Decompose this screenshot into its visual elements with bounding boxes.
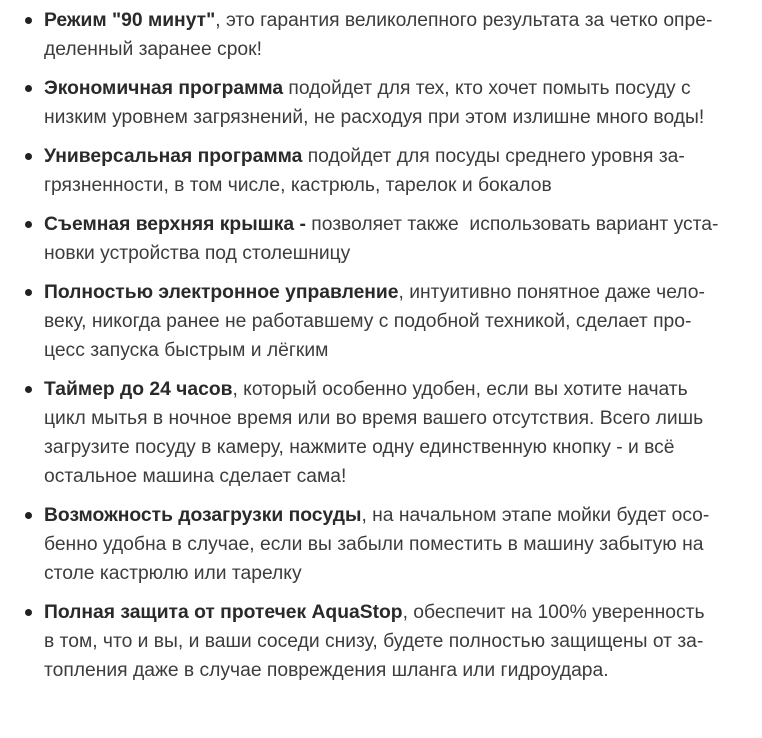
feature-text: топления даже в случае повреждения шланга или гидроудара. [44,660,609,681]
feature-item-electronic-control [44,278,744,365]
feature-title: Универсальная программа [44,146,303,167]
feature-text: новки устройства под столешницу [44,243,351,264]
bullet-icon [25,17,32,24]
feature-title: Съемная верхняя крышка - [44,214,306,235]
feature-text: остальное машина сделает сама! [44,466,347,487]
feature-text: , это гарантия великолепного результата за четко опре- [215,10,713,31]
bullet-icon [25,609,32,616]
feature-text: цесс запуска быстрым и лёгким [44,340,329,361]
feature-title: Возможность дозагрузки посуды [44,505,362,526]
feature-text: подойдет для тех, кто хочет помыть посуду с [283,78,691,99]
feature-item-90-min [44,6,744,64]
feature-text: в том, что и вы, и ваши соседи снизу, будете полностью защищены от за- [44,631,704,652]
feature-text: загрузите посуду в камеру, нажмите одну единственную кнопку - и всё [44,437,675,458]
feature-text: бенно удобна в случае, если вы забыли поместить в машину забытую на [44,534,704,555]
feature-text: подойдет для посуды среднего уровня за- [302,146,685,167]
feature-title: Полностью электронное управление [44,282,399,303]
bullet-icon [25,512,32,519]
bullet-icon [25,289,32,296]
bullet-icon [25,153,32,160]
feature-item-lid [44,210,744,268]
feature-text: , который особенно удобен, если вы хотите начать [232,379,688,400]
feature-item-universal [44,142,744,200]
feature-text: , интуитивно понятное даже чело- [398,282,705,303]
feature-item-reloading [44,501,744,588]
feature-text: , на начальном этапе мойки будет осо- [361,505,710,526]
feature-item-aquastop [44,598,744,685]
feature-list [0,6,744,685]
bullet-icon [25,386,32,393]
feature-text: деленный заранее срок! [44,39,262,60]
bullet-icon [25,85,32,92]
feature-title: Режим "90 минут" [44,10,216,31]
feature-text: столе кастрюлю или тарелку [44,563,302,584]
feature-title: Таймер до 24 часов [44,379,233,400]
feature-text: грязненности, в том числе, кастрюль, тарелок и бокалов [44,175,552,196]
feature-text: позволяет также использовать вариант уста- [305,214,719,235]
feature-text: цикл мытья в ночное время или во время вашего отсутствия. Всего лишь [44,408,704,429]
feature-text: , обеспечит на 100% уверенность [402,602,705,623]
feature-text: низким уровнем загрязнений, не расходуя при этом излишне много воды! [44,107,705,128]
feature-text: веку, никогда ранее не работавшему с подобной техникой, сделает про- [44,311,692,332]
feature-item-timer [44,375,744,491]
feature-title: Полная защита от протечек AquaStop [44,602,403,623]
bullet-icon [25,221,32,228]
feature-title: Экономичная программа [44,78,284,99]
feature-item-eco [44,74,744,132]
